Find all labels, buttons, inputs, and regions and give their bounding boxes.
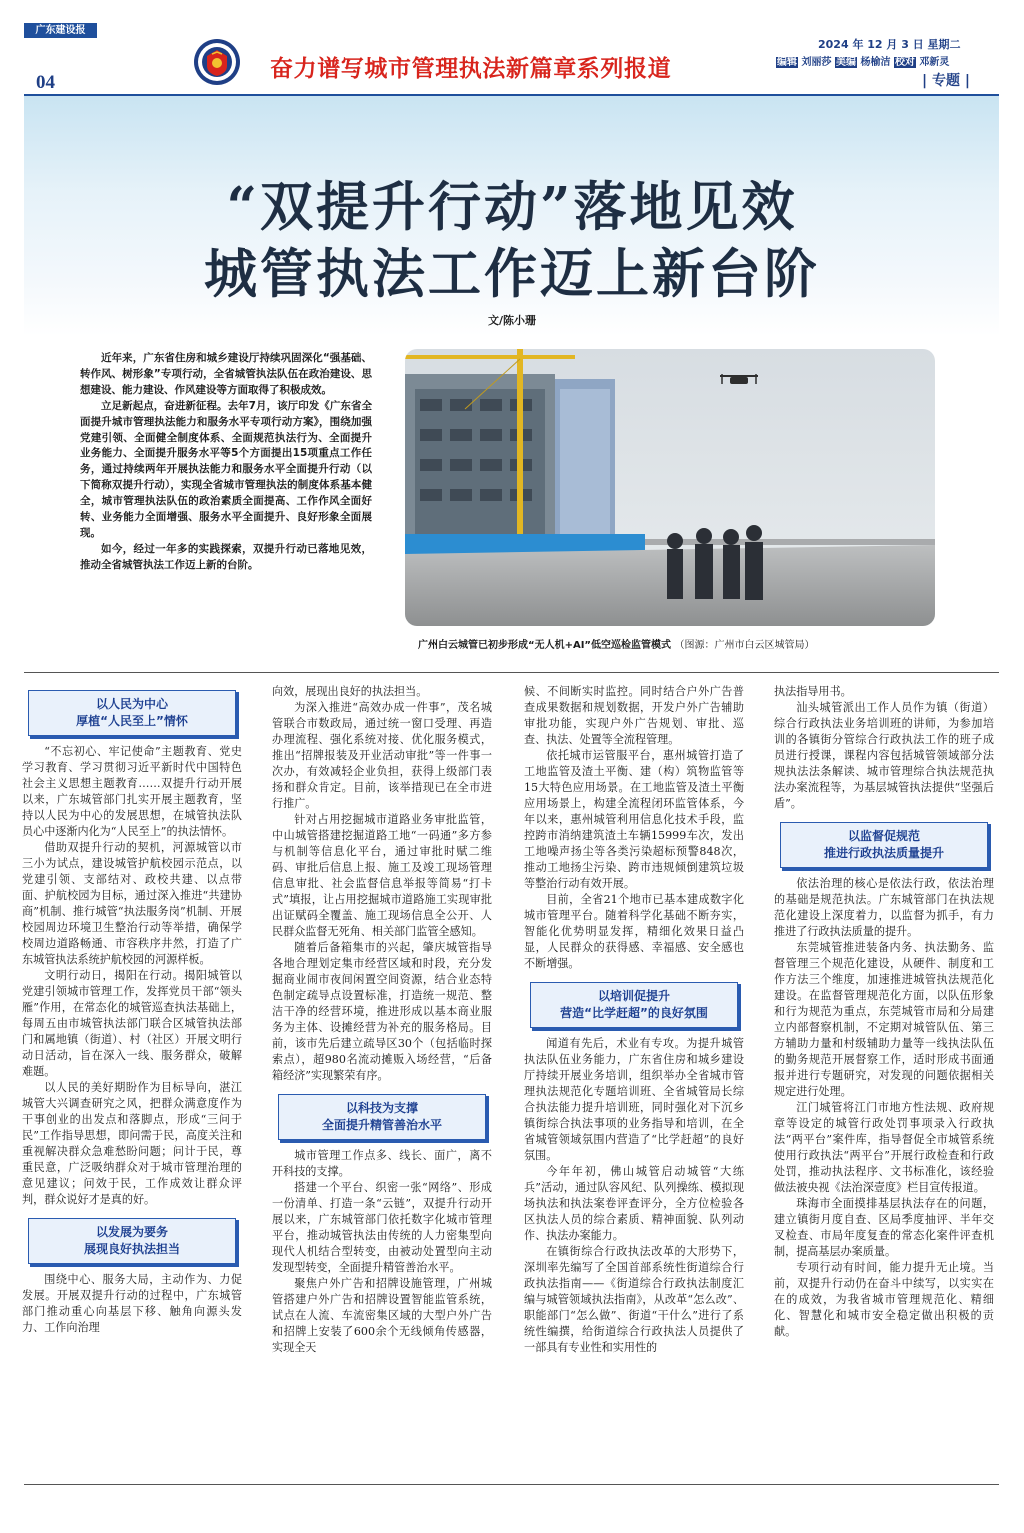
section-heading-line: 以发展为要务 [95, 1225, 168, 1239]
body-column-1 [22, 684, 242, 1474]
editor-name: 刘丽莎 [801, 57, 832, 68]
body-paragraph: 闻道有先后，术业有专攻。为提升城管执法队伍业务能力，广东省住房和城乡建设厅持续开展业务培训，组织举办全省城市管理执法规范化专题培训班、全省城管局长综合执法能力提升培训班，同时强化对下沉乡镇街综合执法事项的业务指导和培训，在全省城管领域氛围内营造了“比学赶超”的良好氛围。 [524, 1037, 744, 1162]
body-paragraph: “不忘初心、牢记使命”主题教育、党史学习教育、学习贯彻习近平新时代中国特色社会主义思想主题教育……双提升行动开展以来，广东城管部门扎实开展主题教育，坚持以人民为中心的发展思想，在城管执法队员心中逐渐内化为“人民至上”的执法情怀。 [22, 745, 242, 838]
section-heading-line: 以监督促规范 [847, 829, 920, 843]
lead-paragraphs [80, 351, 372, 574]
editor-label: 编辑 [777, 57, 797, 68]
body-paragraph: 目前，全省21个地市已基本建成数字化城市管理平台。随着科学化基础不断夯实，智能化优势明显发挥，精细化效果日益凸显，人民群众的获得感、幸福感、安全感也不断增强。 [524, 893, 744, 970]
photo-caption [418, 636, 938, 651]
body-paragraph: 东莞城管推进装备内务、执法勤务、监督管理三个规范化建设，从硬件、制度和工作方法三个维度，加速推进城管执法规范化建设。在监督管理规范化方面，以队伍形象和行为规范为重点，东莞城管市局和分局建立内部督察机制，不定期对城管队伍、第三方辅助力量和村级辅助力量等一线执法队伍的勤务规范开展督察工作，适时形成书面通报并进行专题研究，对发现的问题依据相关规定进行处理。 [774, 941, 994, 1098]
body-paragraph: 围绕中心、服务大局，主动作为、力促发展。开展双提升行动的过程中，广东城管部门推动重心向基层下移、触角向源头发力、工作向治理 [22, 1273, 242, 1334]
body-column-2 [272, 684, 492, 1474]
body-paragraph: 搭建一个平台、织密一张“网络”、形成一份清单、打造一条“云链”，双提升行动开展以来，广东城管部门依托数字化城市管理平台，推动城管执法由传统的人力密集型向现代人机结合型转变，由被动处置型向主动发现型转变，全面提升精管善治水平。 [272, 1181, 492, 1274]
section-heading [780, 822, 988, 868]
byline: 文/陈小珊 [487, 314, 537, 327]
page-number: 04 [36, 72, 55, 93]
lead-paragraph: 近年来，广东省住房和城乡建设厅持续巩固深化“强基础、转作风、树形象”专项行动，全省城管执法队伍在政治建设、思想建设、能力建设、作风建设等方面取得了积极成效。 [80, 352, 372, 396]
section-heading-line: 展现良好执法担当 [83, 1242, 180, 1256]
section-divider [24, 672, 999, 673]
body-paragraph: 为深入推进“高效办成一件事”，茂名城管联合市数政局，通过统一窗口受理、再造办理流程、强化系统对接、优化服务模式，推出“招牌报装及开业活动审批”等一件事一次办，有效减轻企业负担，获得上级部门表扬和群众肯定。目前，该举措现已在全市进行推广。 [272, 701, 492, 810]
body-paragraph: 聚焦户外广告和招牌设施管理，广州城管搭建户外广告和招牌设置智能监管系统，试点在人流、车流密集区域的大型户外广告和招牌上安装了600余个无线倾角传感器，实现全天 [272, 1277, 492, 1354]
art-editor-label: 美编 [835, 57, 856, 68]
body-paragraph: 文明行动日，揭阳在行动。揭阳城管以党建引领城市管理工作，发挥党员干部“领头雁”作用，在常态化的城管巡查执法基础上，每周五由市城管执法部门联合区城管执法部门和属地镇（街道）、村（社区）开展文明行动日活动，旨在深入一线、服务群众，破解难题。 [22, 969, 242, 1078]
headline-line-2: 城管执法工作迈上新台阶 [204, 243, 820, 305]
body-paragraph: 向效，展现出良好的执法担当。 [272, 685, 428, 698]
proofreader-label: 校对 [894, 57, 915, 68]
newspaper-name-tag: 广东建设报 [24, 23, 97, 38]
headline-line-1: “双提升行动”落地见效 [226, 176, 798, 238]
body-paragraph: 依托城市运管服平台，惠州城管打造了工地监管及渣土平衡、建（构）筑物监管等15大特色应用场景。在工地监管及渣土平衡应用场景上，构建全流程闭环监管体系，今年以来，惠州城管利用信息化技术手段，监控跨市消纳建筑渣土车辆15999车次，发出工地噪声扬尘等各类污染超标预警848次，推动工地扬尘污染、跨市违规倾倒建筑垃圾等整治行动有效开展。 [524, 749, 744, 890]
section-heading [530, 982, 738, 1028]
body-paragraph: 针对占用挖掘城市道路业务审批监管，中山城管搭建挖掘道路工地“一码通”多方参与机制等信息化平台，通过审批时赋二维码、审批后信息上报、施工及竣工现场管理信息审批、社会监督信息举报等简易“打卡式”填报，让占用挖掘城市道路施工实现审批出证赋码全覆盖、施工现场信息全公开、人民群众监督无死角、相关部门监管全感知。 [272, 813, 492, 938]
issue-date: 2024 年 12 月 3 日 星期二 [818, 38, 961, 51]
section-heading-line: 以培训促提升 [597, 989, 670, 1003]
body-paragraph: 江门城管将江门市地方性法规、政府规章等设定的城管行政处罚事项录入行政执法“两平台”案件库，指导督促全市城管系统使用行政执法“两平台”开展行政检查和行政处罚，推动执法程序、文书标准化，该经验做法被央视《法治深壹度》栏目宣传报道。 [774, 1101, 994, 1194]
section-heading [28, 1218, 236, 1264]
section-heading-line: 厚植“人民至上”情怀 [76, 714, 188, 728]
section-heading-line: 营造“比学赶超”的良好氛围 [560, 1006, 708, 1020]
editor-credits [776, 53, 949, 68]
section-heading-line: 推进行政执法质量提升 [823, 846, 944, 860]
body-paragraph: 候、不间断实时监控。同时结合户外广告普查成果数据和规划数据，开发户外广告辅助审批功能，实现户外广告规划、审批、巡查、执法、处置等全流程管理。 [524, 685, 744, 746]
section-heading-line: 以科技为支撑 [345, 1101, 418, 1115]
column-name: | 专题 | [922, 73, 970, 89]
drone-inspection-photo [405, 349, 935, 626]
body-paragraph: 城市管理工作点多、线长、面广，离不开科技的支撑。 [272, 1149, 492, 1178]
series-title: 奋力谱写城市管理执法新篇章系列报道 [270, 56, 672, 82]
section-heading [28, 690, 236, 736]
photo-caption-text: 广州白云城管已初步形成“无人机+AI”低空巡检监管模式 [418, 640, 671, 651]
photo-credit: （图源：广州市白云区城管局） [674, 640, 815, 651]
body-paragraph: 珠海市全面摸排基层执法存在的问题，建立镇街月度自查、区局季度抽评、半年交叉检查、市局年度复查的常态化案件评查机制，提高基层办案质量。 [774, 1197, 994, 1258]
body-paragraph: 借助双提升行动的契机，河源城管以市三小为试点，建设城管护航校园示范点，以党建引领、支部结对、政校共建、以点带面、护航校园为目标，通过深入推进“共建协商”机制、推行城管“执法服务岗”机制、开展校园周边环境卫生整治行动等举措，确保学校周边道路畅通、市容秩序井然，打造了广东城管执法系统护航校园的河源样板。 [22, 841, 242, 966]
section-heading-line: 全面提升精管善治水平 [321, 1118, 442, 1132]
urban-management-emblem-icon [193, 38, 241, 86]
body-column-4 [774, 684, 994, 1474]
footer-rule [24, 1484, 999, 1485]
art-editor-name: 杨榆洁 [860, 57, 891, 68]
body-paragraph: 今年年初，佛山城管启动城管“大练兵”活动，通过队容风纪、队列操练、模拟现场执法和执法案卷评查评分，全方位检验各区执法人员的综合素质、精神面貌、队列动作、执法办案能力。 [524, 1165, 744, 1242]
lead-paragraph: 如今，经过一年多的实践探索，双提升行动已落地见效，推动全省城管执法工作迈上新的台阶。 [80, 542, 372, 571]
proofreader-name: 邓新灵 [919, 57, 950, 68]
body-paragraph: 汕头城管派出工作人员作为镇（街道）综合行政执法业务培训班的讲师，为参加培训的各镇街分管综合行政执法工作的班子成员进行授课，课程内容包括城管领域部分法规执法法条解读、城市管理综合执法规范执法办案流程等，为基层城管执法提供“坚强后盾”。 [774, 701, 994, 810]
section-heading-line: 以人民为中心 [95, 697, 168, 711]
body-paragraph: 执法指导用书。 [774, 685, 852, 698]
lead-paragraph: 立足新起点，奋进新征程。去年7月，该厅印发《广东省全面提升城市管理执法能力和服务水平专项行动方案》，围绕加强党建引领、全面健全制度体系、全面规范执法行为、全面提升业务能力、全面提升服务水平等5个方面提出15项重点工作任务，通过持续两年开展执法能力和服务水平全面提升行动（以下简称双提升行动），实现全省城市管理执法的制度体系基本健全，城市管理执法队伍的政治素质全面提高、工作作风全面好转、业务能力全面增强、服务水平全面提升、良好形象全面展现。 [80, 399, 372, 539]
body-paragraph: 专项行动有时间，能力提升无止境。当前，双提升行动仍在奋斗中续写，以实实在在的成效，为我省城市管理规范化、精细化、智慧化和城市安全稳定做出积极的贡献。 [774, 1261, 994, 1338]
body-paragraph: 依法治理的核心是依法行政，依法治理的基础是规范执法。广东城管部门在执法规范化建设上深度着力，以监督为抓手，有力推进了行政执法质量的提升。 [774, 877, 994, 938]
body-column-3 [524, 684, 744, 1474]
body-paragraph: 以人民的美好期盼作为目标导向，湛江城管大兴调查研究之风，把群众满意度作为干事创业的出发点和落脚点，形成“三问于民”工作指导思想，即问需于民，高度关注和重视解决群众急难愁盼问题；问计于民，尊重民意，广泛吸纳群众对于城市管理治理的意见建议；问效于民，工作成效让群众评判，群众说好才是真的好。 [22, 1081, 242, 1206]
section-heading [278, 1094, 486, 1140]
body-paragraph: 在镇街综合行政执法改革的大形势下，深圳率先编写了全国首部系统性街道综合行政执法指南——《街道综合行政执法制度汇编与城管领域执法指南》，从改革“怎么改”、职能部门“怎么做”、街道“干什么”进行了系统性编撰，给街道综合行政执法人员提供了一部具有专业性和实用性的 [524, 1245, 744, 1354]
body-paragraph: 随着后备箱集市的兴起，肇庆城管指导各地合理划定集市经营区域和时段，充分发掘商业闹市夜间闲置空间资源，结合业态特色制定疏导点设置标准，打造统一规范、整洁干净的经营环境，推进形成以基本商业服务为主体、设摊经营为补充的服务格局。目前，该市先后建立疏导区30个（包括临时探索点），超980名流动摊贩入场经营，“后备箱经济”实现繁荣有序。 [272, 941, 492, 1082]
